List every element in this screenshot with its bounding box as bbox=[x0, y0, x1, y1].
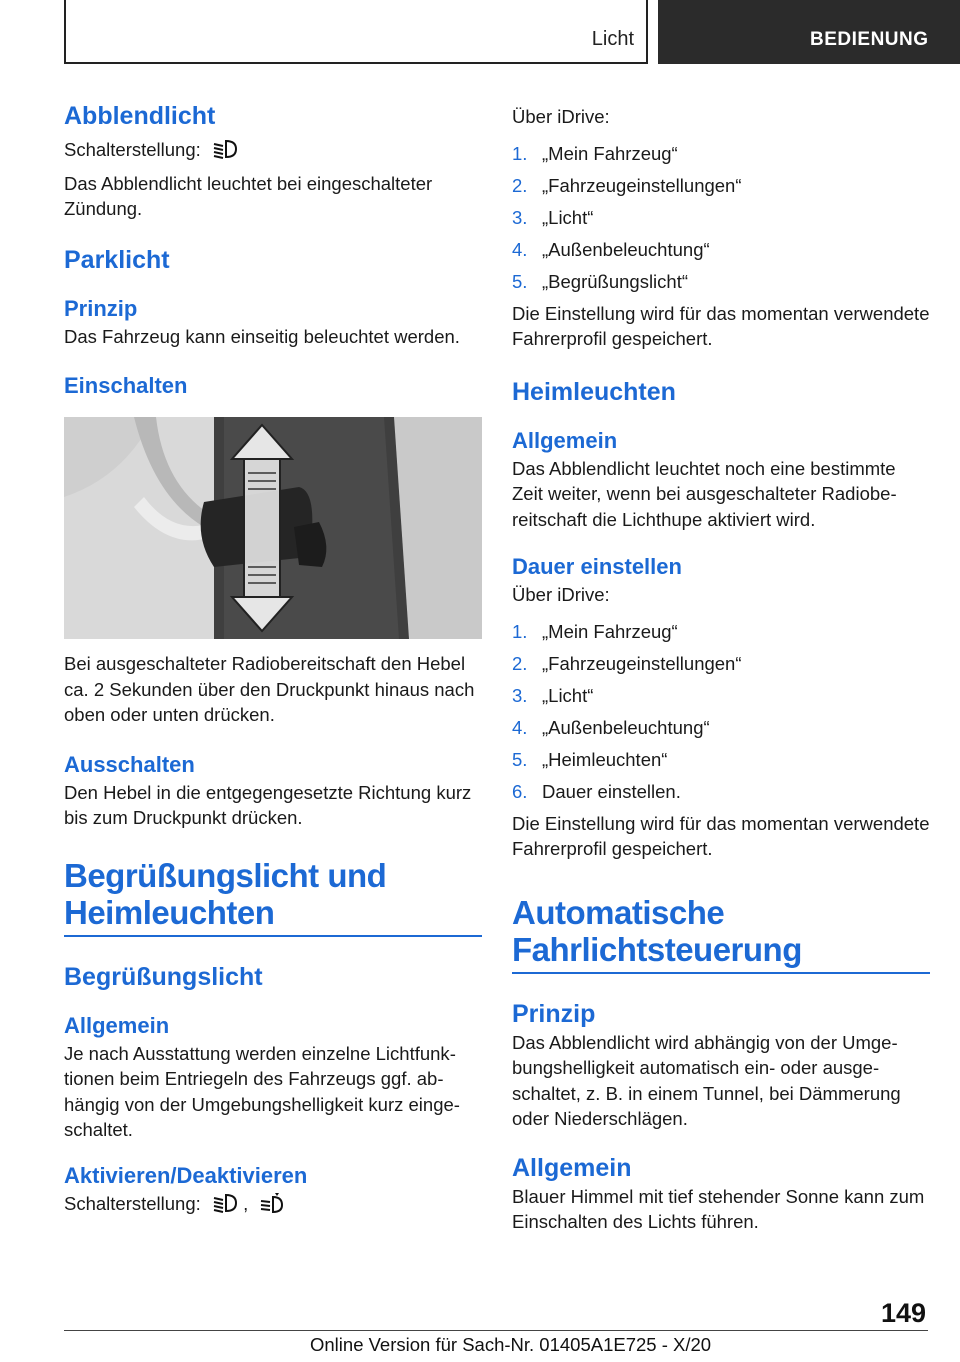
prinzip-text-right: Das Abblendlicht wird abhängig von der Umgebungshelligkeit automatisch ein- oder ausgeschaltet, z. B. in einem Tunnel, bei Dämmerung oder Niederschlägen. bbox=[512, 1031, 901, 1129]
left-column bbox=[64, 100, 482, 1216]
profile-text-2: Die Einstellung wird für das momentan verwendete Fahrerprofil gespeichert. bbox=[512, 812, 930, 859]
lever-image bbox=[64, 417, 482, 639]
abblendlicht-text: Das Abblendlicht leuchtet bei eingeschalteter Zündung. bbox=[64, 172, 433, 219]
low-beam-icon bbox=[212, 138, 238, 160]
list-item: 2. „Fahrzeugeinstellungen“ bbox=[512, 174, 742, 196]
prinzip-text: Das Fahrzeug kann einseitig beleuchtet werden. bbox=[64, 325, 460, 347]
auto-light-icon bbox=[259, 1192, 285, 1214]
allgemein-text-right: Das Abblendlicht leuchtet noch eine bestimmte Zeit weiter, wenn bei ausgeschalteter Radiobereitschaft die Lichthupe aktiviert wird. bbox=[512, 457, 897, 530]
list-item: 1. „Mein Fahrzeug“ bbox=[512, 620, 678, 642]
list-item: 4. „Außenbeleuchtung“ bbox=[512, 716, 710, 738]
heading-ausschalten: Ausschalten bbox=[64, 751, 195, 777]
idrive-steps-2 bbox=[512, 619, 930, 805]
header-chapter-tab: BEDIENUNG bbox=[658, 0, 960, 64]
lever-illustration bbox=[64, 417, 482, 639]
header-frame bbox=[64, 0, 648, 64]
footer-divider bbox=[64, 1330, 928, 1331]
right-column bbox=[512, 100, 930, 1235]
icon-separator: , bbox=[243, 1192, 249, 1214]
heading-begruessungslicht-heimleuchten: Begrüßungslicht und Heimleuchten bbox=[64, 856, 387, 931]
heading-prinzip-right: Prinzip bbox=[512, 999, 596, 1028]
heading-einschalten: Einschalten bbox=[64, 373, 188, 398]
heading-allgemein2: Allgemein bbox=[512, 1153, 632, 1182]
list-item: 5. „Begrüßungslicht“ bbox=[512, 270, 689, 292]
ausschalten-text: Den Hebel in die entgegengesetzte Richtung kurz bis zum Druckpunkt drücken. bbox=[64, 781, 472, 828]
idrive-label-2: Über iDrive: bbox=[512, 584, 610, 605]
list-item: 3. „Licht“ bbox=[512, 684, 594, 706]
chapter-heading-wrap bbox=[64, 857, 482, 937]
switch-position-line-2 bbox=[64, 1191, 482, 1217]
heading-heimleuchten: Heimleuchten bbox=[512, 377, 676, 406]
switch-position-label: Schalterstellung: bbox=[64, 139, 201, 160]
switch-position-line bbox=[64, 137, 482, 163]
heading-automatische-fahrlichtsteuerung: Automatische Fahrlichtsteuerung bbox=[512, 893, 802, 968]
list-item: 3. „Licht“ bbox=[512, 206, 594, 228]
chapter-heading-wrap-right bbox=[512, 894, 930, 974]
low-beam-icon bbox=[212, 1192, 238, 1214]
footer-online-version: Online Version für Sach-Nr. 01405A1E725 - X/20 bbox=[310, 1334, 712, 1355]
heading-begruessungslicht: Begrüßungslicht bbox=[64, 962, 263, 991]
list-item: 5. „Heimleuchten“ bbox=[512, 748, 668, 770]
allgemein-text-left: Je nach Ausstattung werden einzelne Lichtfunktionen beim Entriegeln des Fahrzeugs ggf. abhängig von der Umgebungshelligkeit kurz eingeschaltet. bbox=[64, 1042, 460, 1140]
heading-parklicht: Parklicht bbox=[64, 245, 170, 274]
heading-allgemein-left: Allgemein bbox=[64, 1012, 170, 1038]
heading-abblendlicht: Abblendlicht bbox=[64, 102, 216, 130]
page-number: 149 bbox=[880, 1298, 926, 1328]
list-item: 6. Dauer einstellen. bbox=[512, 780, 681, 802]
einschalten-text: Bei ausgeschalteter Radiobereitschaft den Hebel ca. 2 Sekunden über den Druckpunkt hinaus nach oben oder unten drücken. bbox=[64, 653, 475, 725]
allgemein2-text: Blauer Himmel mit tief stehender Sonne kann zum Einschalten des Lichts führen. bbox=[512, 1185, 925, 1232]
list-item: 2. „Fahrzeugeinstellungen“ bbox=[512, 652, 742, 674]
idrive-steps-1 bbox=[512, 141, 930, 295]
heading-dauer-einstellen: Dauer einstellen bbox=[512, 554, 682, 579]
idrive-label-1: Über iDrive: bbox=[512, 106, 610, 127]
profile-text-1: Die Einstellung wird für das momentan verwendete Fahrerprofil gespeichert. bbox=[512, 302, 930, 349]
heading-prinzip: Prinzip bbox=[64, 295, 138, 321]
list-item: 1. „Mein Fahrzeug“ bbox=[512, 142, 678, 164]
list-item: 4. „Außenbeleuchtung“ bbox=[512, 238, 710, 260]
heading-allgemein-right: Allgemein bbox=[512, 427, 618, 453]
header-section-title: Licht bbox=[591, 28, 634, 50]
heading-aktivieren-deaktivieren: Aktivieren/Deaktivieren bbox=[64, 1162, 308, 1188]
switch-position-label-2: Schalterstellung: bbox=[64, 1192, 201, 1214]
